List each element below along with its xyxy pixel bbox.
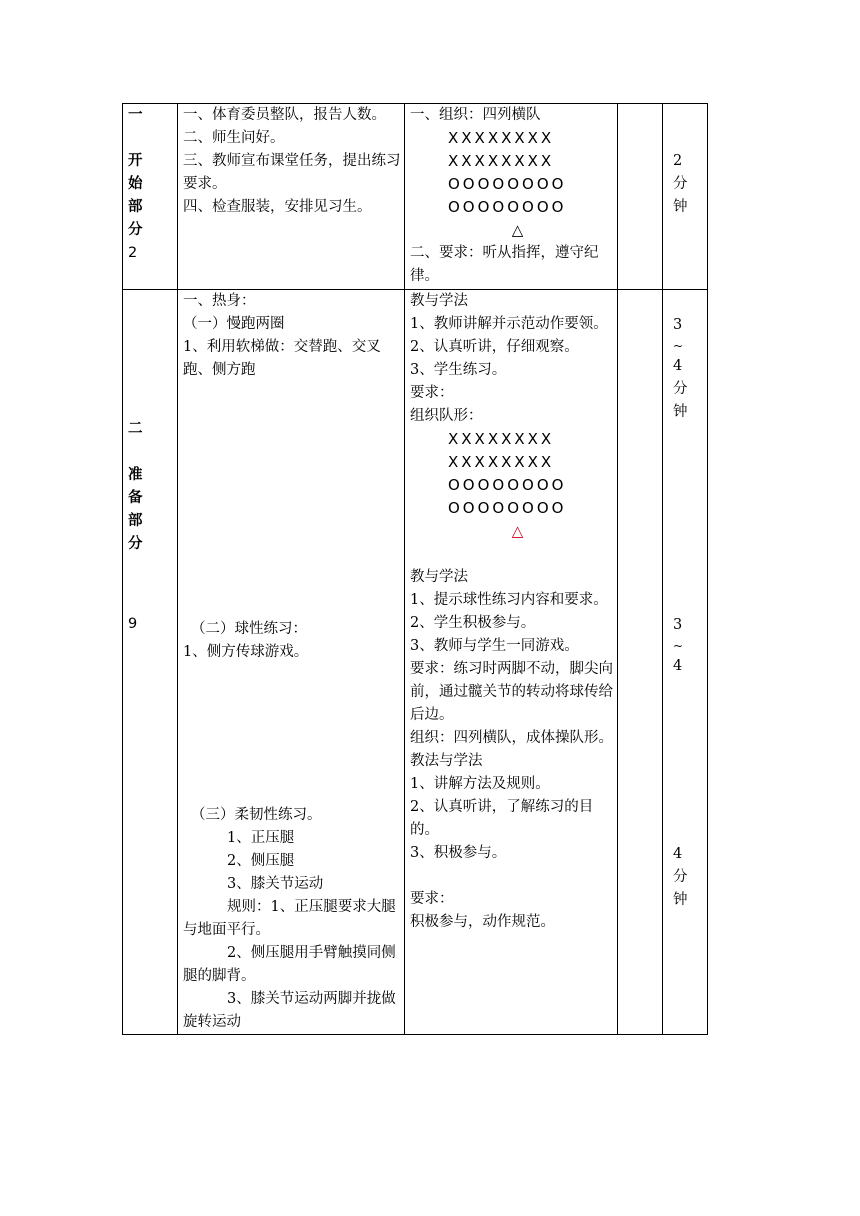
- ball-line: （二）球性练习：: [191, 621, 307, 637]
- section-start-time: [663, 104, 708, 290]
- time-line: 4: [673, 358, 683, 374]
- time-line: 分: [673, 869, 688, 885]
- formation-row: OOOOOOOO: [448, 499, 567, 517]
- method-line: 教与学法: [410, 293, 468, 309]
- content-line: 一、体育委员整队，报告人数。: [183, 107, 386, 123]
- method-line: 3、积极参与。: [410, 845, 507, 861]
- formation-row: OOOOOOOO: [448, 198, 567, 216]
- teacher-position-marker: △: [511, 522, 524, 540]
- flex-line: 规则：1、正压腿要求大腿与地面平行。: [183, 899, 396, 938]
- requirement-text: 二、要求：听从指挥，遵守纪律。: [410, 245, 599, 284]
- method-line: 要求：: [410, 385, 454, 401]
- time-line: 钟: [673, 404, 688, 420]
- time-line: 3: [673, 317, 683, 333]
- time-line: 钟: [673, 199, 688, 215]
- ball-line: 1、侧方传球游戏。: [183, 644, 309, 660]
- method-line: 组织：四列横队，成体操队形。: [410, 730, 613, 746]
- warmup-line: 一、热身：: [183, 293, 256, 309]
- formation-row: XXXXXXXX: [448, 430, 555, 448]
- formation-row: OOOOOOOO: [448, 476, 567, 494]
- formation-row: XXXXXXXX: [448, 129, 555, 147]
- warmup-line: （一）慢跑两圈: [183, 316, 285, 332]
- empty-cell: [618, 104, 663, 290]
- title-line: 开: [128, 153, 143, 169]
- content-line: 二、师生问好。: [183, 130, 285, 146]
- time-line: 3: [673, 617, 683, 633]
- title-line: 2: [128, 245, 138, 261]
- flex-line: 3、膝关节运动: [227, 876, 324, 892]
- method-line: 3、教师与学生一同游戏。: [410, 638, 579, 654]
- method-line: 1、讲解方法及规则。: [410, 776, 550, 792]
- teacher-position-marker: △: [511, 221, 524, 239]
- warmup-line: 1、利用软梯做：交替跑、交叉跑、侧方跑: [183, 339, 381, 378]
- content-line: 四、检查服装，安排见习生。: [183, 199, 372, 215]
- time-line: 4: [673, 658, 683, 674]
- method-line: [410, 865, 615, 888]
- title-line: 始: [128, 176, 143, 192]
- method-line: 要求：练习时两脚不动，脚尖向前，通过髋关节的转动将球传给后边。: [410, 661, 613, 723]
- title-line: [128, 441, 175, 464]
- flex-line: 2、侧压腿用手臂触摸同侧腿的脚背。: [183, 945, 396, 984]
- method-line: 2、学生积极参与。: [410, 615, 536, 631]
- flex-line: （三）柔韧性练习。: [191, 807, 322, 823]
- section-start-row: [123, 104, 708, 290]
- time-line: ~: [673, 339, 684, 353]
- time-line: 4: [673, 846, 683, 862]
- title-line: 部: [128, 199, 143, 215]
- title-line: 准: [128, 467, 143, 483]
- flex-line: 2、侧压腿: [227, 853, 295, 869]
- method-line: 1、提示球性练习内容和要求。: [410, 592, 608, 608]
- section-prep-time: [663, 290, 708, 1035]
- flex-line: 1、正压腿: [227, 830, 295, 846]
- method-line: 教与学法: [410, 569, 468, 585]
- title-line: 分: [128, 222, 143, 238]
- time-line: 2: [673, 153, 683, 169]
- title-line: [128, 127, 175, 150]
- method-line: 积极参与，动作规范。: [410, 914, 555, 930]
- title-line: 二: [128, 421, 143, 437]
- empty-cell: [618, 290, 663, 1035]
- section-prep-row: [123, 290, 708, 1035]
- method-line: 2、认真听讲，仔细观察。: [410, 339, 579, 355]
- method-line: 组织队形：: [410, 408, 483, 424]
- section-prep-title: [123, 290, 178, 1035]
- title-line: 一: [128, 107, 143, 123]
- title-line: 分: [128, 536, 143, 552]
- formation-row: OOOOOOOO: [448, 175, 567, 193]
- content-line: 三、教师宣布课堂任务，提出练习要求。: [183, 153, 401, 192]
- formation-row: XXXXXXXX: [448, 453, 555, 471]
- organization-heading: 一、组织：四列横队: [410, 107, 541, 123]
- formation-row: XXXXXXXX: [448, 152, 555, 170]
- section-prep-organization: [405, 290, 618, 1035]
- method-line: 2、认真听讲，了解练习的目的。: [410, 799, 594, 838]
- time-line: 分: [673, 381, 688, 397]
- method-line: 要求：: [410, 891, 454, 907]
- title-line: 部: [128, 513, 143, 529]
- section-prep-content: [178, 290, 405, 1035]
- time-line: 钟: [673, 892, 688, 908]
- title-minutes: 9: [128, 616, 138, 632]
- method-line: 3、学生练习。: [410, 362, 507, 378]
- section-start-content: [178, 104, 405, 290]
- flex-line: 3、膝关节运动两脚并拢做旋转运动: [183, 991, 396, 1030]
- title-line: 备: [128, 490, 143, 506]
- time-line: ~: [673, 639, 684, 653]
- method-line: 教法与学法: [410, 753, 483, 769]
- section-start-organization: [405, 104, 618, 290]
- section-start-title: [123, 104, 178, 290]
- method-line: 1、教师讲解并示范动作要领。: [410, 316, 608, 332]
- time-line: 分: [673, 176, 688, 192]
- lesson-plan-table: [122, 103, 708, 1035]
